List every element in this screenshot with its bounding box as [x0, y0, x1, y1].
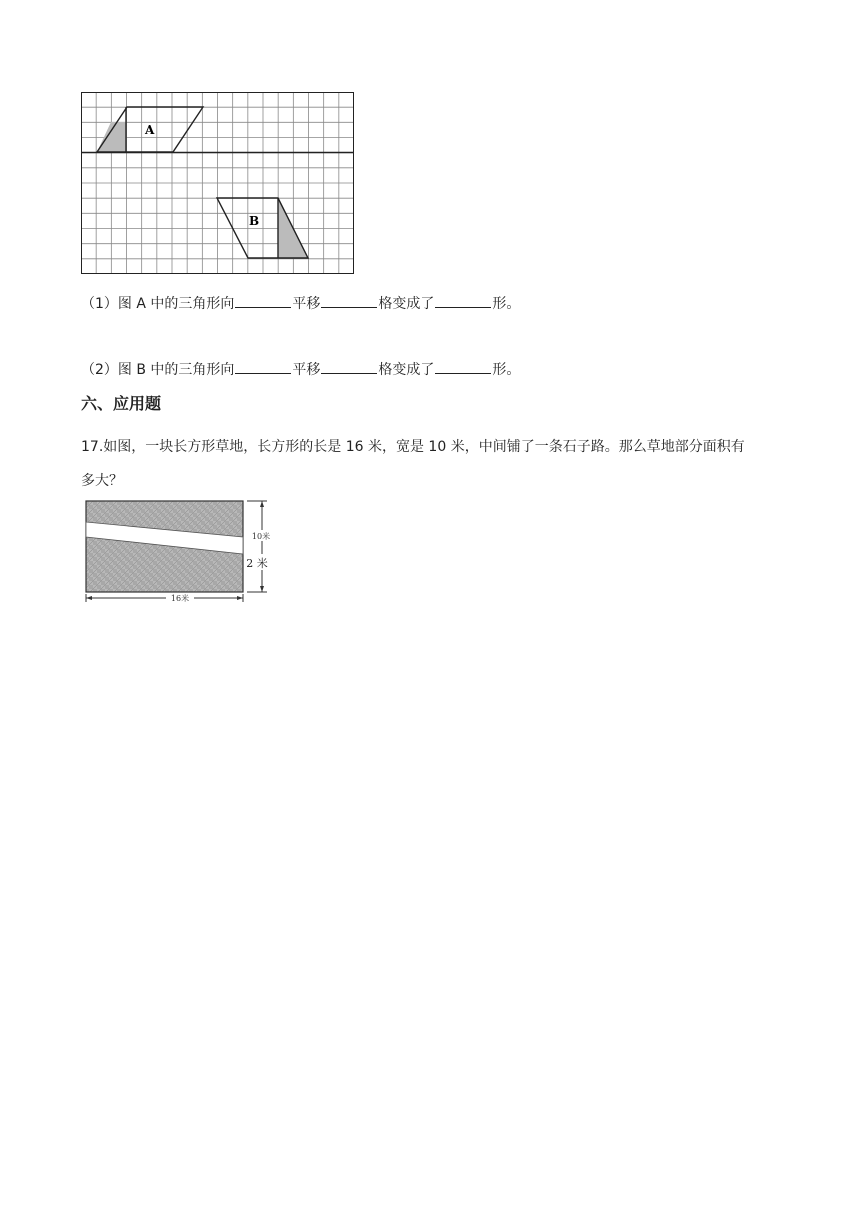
- q1-prefix: （1）图 A 中的三角形向: [81, 296, 235, 312]
- q1-blank-shape[interactable]: [435, 293, 491, 308]
- height-label: 10米: [251, 532, 271, 541]
- width-label: 16米: [170, 594, 190, 603]
- question-1: [81, 293, 520, 314]
- shaded-triangle-a: [97, 122, 126, 152]
- lawn-figure: [81, 497, 281, 603]
- q1-mid1: 平移: [292, 296, 321, 312]
- q2-mid1: 平移: [292, 362, 321, 378]
- section-title: 六、应用题: [81, 394, 162, 413]
- q1-suffix: 形。: [492, 296, 521, 312]
- q2-blank-count[interactable]: [321, 359, 377, 374]
- q2-mid2: 格变成了: [378, 362, 435, 378]
- q1-blank-direction[interactable]: [235, 293, 291, 308]
- q17-line-2: 多大？: [81, 473, 123, 489]
- q17-line-1: 17.如图，一块长方形草地，长方形的长是 16 米，宽是 10 米，中间铺了一条石子路。那么草地部分面积有: [81, 439, 745, 455]
- q1-mid2: 格变成了: [378, 296, 435, 312]
- question-17: [81, 430, 781, 498]
- q2-prefix: （2）图 B 中的三角形向: [81, 362, 235, 378]
- road-width-label: 2 米: [246, 557, 268, 570]
- shape-b-label: B: [249, 214, 260, 228]
- question-2: [81, 359, 520, 380]
- q2-blank-shape[interactable]: [435, 359, 491, 374]
- shape-a-label: A: [145, 123, 155, 137]
- q2-blank-direction[interactable]: [235, 359, 291, 374]
- q1-blank-count[interactable]: [321, 293, 377, 308]
- translation-grid-figure: [81, 92, 355, 275]
- q2-suffix: 形。: [492, 362, 521, 378]
